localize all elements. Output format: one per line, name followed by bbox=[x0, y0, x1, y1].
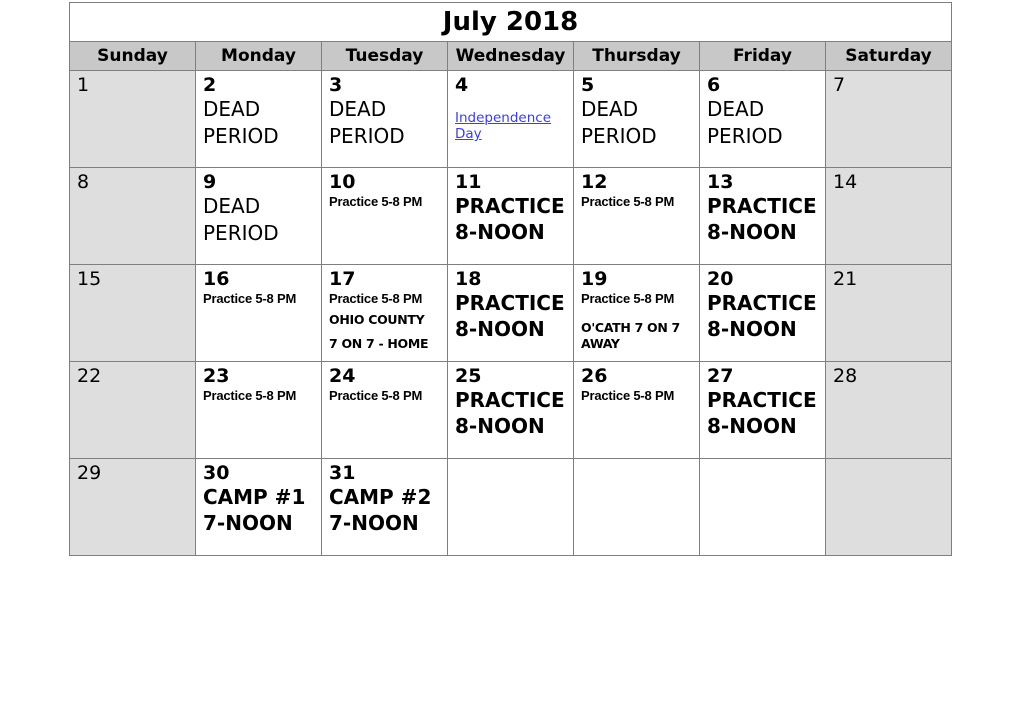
event-entry bbox=[329, 484, 447, 536]
day-cell-content bbox=[448, 168, 573, 264]
event-entry bbox=[329, 290, 447, 308]
week-row bbox=[70, 168, 952, 265]
calendar-title: July 2018 bbox=[70, 3, 952, 42]
day-cell-12[interactable] bbox=[574, 168, 700, 265]
day-cell-content bbox=[322, 265, 447, 361]
day-number: 3 bbox=[329, 74, 343, 96]
day-number: 4 bbox=[455, 74, 469, 96]
event-entry bbox=[329, 96, 447, 150]
event-line: 8-NOON bbox=[707, 414, 797, 438]
day-cell-17[interactable] bbox=[322, 265, 448, 362]
event-line: PRACTICE bbox=[455, 194, 565, 218]
day-cell-content bbox=[574, 265, 699, 361]
event-line: PRACTICE bbox=[707, 194, 817, 218]
day-cell-content bbox=[448, 459, 573, 555]
day-number: 16 bbox=[203, 268, 230, 290]
event-entry bbox=[203, 96, 321, 150]
weekday-header-wednesday: Wednesday bbox=[448, 42, 574, 71]
week-row bbox=[70, 265, 952, 362]
day-cell-content bbox=[322, 168, 447, 264]
event-line: Practice 5-8 PM bbox=[203, 291, 297, 306]
day-cell-10[interactable] bbox=[322, 168, 448, 265]
event-line: Practice 5-8 PM bbox=[329, 194, 423, 209]
day-cell-content bbox=[322, 71, 447, 167]
day-cell-content bbox=[448, 265, 573, 361]
event-line: DEAD bbox=[329, 97, 387, 121]
day-number: 19 bbox=[581, 268, 608, 290]
day-cell-19[interactable] bbox=[574, 265, 700, 362]
event-entry bbox=[581, 387, 699, 405]
day-number: 22 bbox=[77, 365, 102, 387]
event-entry bbox=[707, 96, 825, 150]
day-number: 21 bbox=[833, 268, 858, 290]
event-line: Practice 5-8 PM bbox=[329, 291, 423, 306]
event-line: OHIO COUNTY bbox=[329, 312, 425, 327]
event-line: Practice 5-8 PM bbox=[581, 388, 675, 403]
day-cell-27[interactable] bbox=[700, 362, 826, 459]
event-entry bbox=[581, 96, 699, 150]
day-number: 20 bbox=[707, 268, 734, 290]
day-cell-content bbox=[196, 265, 321, 361]
event-line: Practice 5-8 PM bbox=[329, 388, 423, 403]
calendar-table bbox=[69, 2, 952, 556]
day-cell-content bbox=[448, 71, 573, 167]
day-cell-20[interactable] bbox=[700, 265, 826, 362]
day-cell-content bbox=[826, 71, 951, 167]
weekday-header-friday: Friday bbox=[700, 42, 826, 71]
day-cell-content bbox=[574, 71, 699, 167]
day-number: 29 bbox=[77, 462, 102, 484]
event-entry bbox=[455, 290, 573, 342]
event-entry bbox=[329, 308, 447, 356]
day-cell-8[interactable] bbox=[70, 168, 196, 265]
day-cell-content bbox=[70, 265, 195, 361]
day-cell-14[interactable] bbox=[826, 168, 952, 265]
day-cell-content bbox=[826, 459, 951, 555]
event-entry bbox=[581, 193, 699, 211]
event-line: Practice 5-8 PM bbox=[581, 194, 675, 209]
event-line: PERIOD bbox=[581, 124, 657, 148]
day-number: 14 bbox=[833, 171, 858, 193]
day-cell-28[interactable] bbox=[826, 362, 952, 459]
event-line: CAMP #2 bbox=[329, 485, 432, 509]
day-cell-content bbox=[196, 168, 321, 264]
event-entry bbox=[455, 193, 573, 245]
day-number: 7 bbox=[833, 74, 846, 96]
weekday-header-monday: Monday bbox=[196, 42, 322, 71]
day-cell-content bbox=[322, 459, 447, 555]
week-row bbox=[70, 362, 952, 459]
day-cell-content bbox=[196, 459, 321, 555]
day-cell-content bbox=[574, 362, 699, 458]
event-line: 8-NOON bbox=[707, 220, 797, 244]
empty-day-cell bbox=[700, 459, 826, 556]
day-cell-content bbox=[448, 362, 573, 458]
day-cell-content bbox=[196, 362, 321, 458]
event-line: PERIOD bbox=[329, 124, 405, 148]
day-cell-6[interactable] bbox=[700, 71, 826, 168]
weekday-header-row bbox=[70, 42, 952, 71]
event-line: Practice 5-8 PM bbox=[581, 291, 675, 306]
day-cell-7[interactable] bbox=[826, 71, 952, 168]
day-cell-3[interactable] bbox=[322, 71, 448, 168]
day-cell-18[interactable] bbox=[448, 265, 574, 362]
event-line: 7-NOON bbox=[203, 511, 293, 535]
day-number: 30 bbox=[203, 462, 230, 484]
day-number: 25 bbox=[455, 365, 482, 387]
event-entry bbox=[707, 290, 825, 342]
event-entry bbox=[581, 320, 699, 352]
day-number: 11 bbox=[455, 171, 482, 193]
event-line: 8-NOON bbox=[707, 317, 797, 341]
day-cell-content bbox=[574, 459, 699, 555]
event-line: AWAY bbox=[581, 336, 620, 351]
event-line: PERIOD bbox=[203, 221, 279, 245]
event-line: DEAD bbox=[707, 97, 765, 121]
day-cell-25[interactable] bbox=[448, 362, 574, 459]
event-line: Day bbox=[455, 126, 482, 142]
day-cell-15[interactable] bbox=[70, 265, 196, 362]
day-number: 1 bbox=[77, 74, 90, 96]
day-cell-content bbox=[700, 362, 825, 458]
day-number: 9 bbox=[203, 171, 217, 193]
day-cell-content bbox=[196, 71, 321, 167]
event-line: PERIOD bbox=[707, 124, 783, 148]
day-cell-9[interactable] bbox=[196, 168, 322, 265]
week-row bbox=[70, 459, 952, 556]
event-entry bbox=[455, 387, 573, 439]
day-number: 5 bbox=[581, 74, 595, 96]
day-cell-30[interactable] bbox=[196, 459, 322, 556]
event-entry bbox=[707, 387, 825, 439]
holiday-link[interactable] bbox=[455, 110, 573, 142]
day-number: 26 bbox=[581, 365, 608, 387]
day-number: 28 bbox=[833, 365, 858, 387]
week-row bbox=[70, 71, 952, 168]
event-line: PRACTICE bbox=[455, 291, 565, 315]
weekday-header-saturday: Saturday bbox=[826, 42, 952, 71]
weekday-header-thursday: Thursday bbox=[574, 42, 700, 71]
day-cell-content bbox=[700, 71, 825, 167]
event-line: DEAD bbox=[203, 194, 261, 218]
day-cell-content bbox=[70, 168, 195, 264]
event-line: 8-NOON bbox=[455, 414, 545, 438]
day-number: 15 bbox=[77, 268, 102, 290]
event-line: 8-NOON bbox=[455, 317, 545, 341]
day-number: 13 bbox=[707, 171, 734, 193]
day-cell-content bbox=[826, 362, 951, 458]
day-cell-content bbox=[574, 168, 699, 264]
day-cell-content bbox=[70, 459, 195, 555]
day-cell-21[interactable] bbox=[826, 265, 952, 362]
event-entry bbox=[203, 484, 321, 536]
day-number: 31 bbox=[329, 462, 356, 484]
day-number: 23 bbox=[203, 365, 230, 387]
empty-day-cell bbox=[448, 459, 574, 556]
day-number: 18 bbox=[455, 268, 482, 290]
day-cell-26[interactable] bbox=[574, 362, 700, 459]
event-line: PRACTICE bbox=[707, 291, 817, 315]
day-number: 2 bbox=[203, 74, 217, 96]
day-cell-content bbox=[70, 362, 195, 458]
day-cell-content bbox=[700, 459, 825, 555]
day-cell-11[interactable] bbox=[448, 168, 574, 265]
day-cell-5[interactable] bbox=[574, 71, 700, 168]
day-cell-1[interactable] bbox=[70, 71, 196, 168]
event-entry bbox=[203, 290, 321, 308]
day-cell-23[interactable] bbox=[196, 362, 322, 459]
event-entry bbox=[203, 193, 321, 247]
day-number: 17 bbox=[329, 268, 356, 290]
day-cell-29[interactable] bbox=[70, 459, 196, 556]
event-line: O'CATH 7 ON 7 bbox=[581, 320, 680, 335]
event-line: PRACTICE bbox=[455, 388, 565, 412]
day-cell-content bbox=[70, 71, 195, 167]
weekday-header-sunday: Sunday bbox=[70, 42, 196, 71]
calendar-body bbox=[70, 71, 952, 556]
event-entry bbox=[707, 193, 825, 245]
empty-day-cell bbox=[574, 459, 700, 556]
event-line: 8-NOON bbox=[455, 220, 545, 244]
day-cell-content bbox=[700, 265, 825, 361]
event-line: PERIOD bbox=[203, 124, 279, 148]
day-number: 12 bbox=[581, 171, 608, 193]
day-cell-24[interactable] bbox=[322, 362, 448, 459]
day-number: 8 bbox=[77, 171, 90, 193]
event-line: DEAD bbox=[203, 97, 261, 121]
event-entry bbox=[203, 387, 321, 405]
day-cell-16[interactable] bbox=[196, 265, 322, 362]
day-cell-content bbox=[826, 265, 951, 361]
day-cell-4[interactable] bbox=[448, 71, 574, 168]
day-cell-content bbox=[826, 168, 951, 264]
event-entry bbox=[581, 290, 699, 308]
weekday-header-tuesday: Tuesday bbox=[322, 42, 448, 71]
day-cell-content bbox=[700, 168, 825, 264]
event-line: 7 ON 7 - HOME bbox=[329, 336, 429, 351]
day-number: 24 bbox=[329, 365, 356, 387]
day-cell-22[interactable] bbox=[70, 362, 196, 459]
day-number: 6 bbox=[707, 74, 721, 96]
event-entry bbox=[329, 193, 447, 211]
event-line: Independence bbox=[455, 110, 552, 126]
day-number: 27 bbox=[707, 365, 734, 387]
day-number: 10 bbox=[329, 171, 356, 193]
day-cell-content bbox=[322, 362, 447, 458]
empty-day-cell bbox=[826, 459, 952, 556]
event-line: Practice 5-8 PM bbox=[203, 388, 297, 403]
event-entry bbox=[329, 387, 447, 405]
event-line: 7-NOON bbox=[329, 511, 419, 535]
event-line: CAMP #1 bbox=[203, 485, 306, 509]
day-cell-13[interactable] bbox=[700, 168, 826, 265]
event-line: PRACTICE bbox=[707, 388, 817, 412]
event-line: DEAD bbox=[581, 97, 639, 121]
day-cell-31[interactable] bbox=[322, 459, 448, 556]
day-cell-2[interactable] bbox=[196, 71, 322, 168]
